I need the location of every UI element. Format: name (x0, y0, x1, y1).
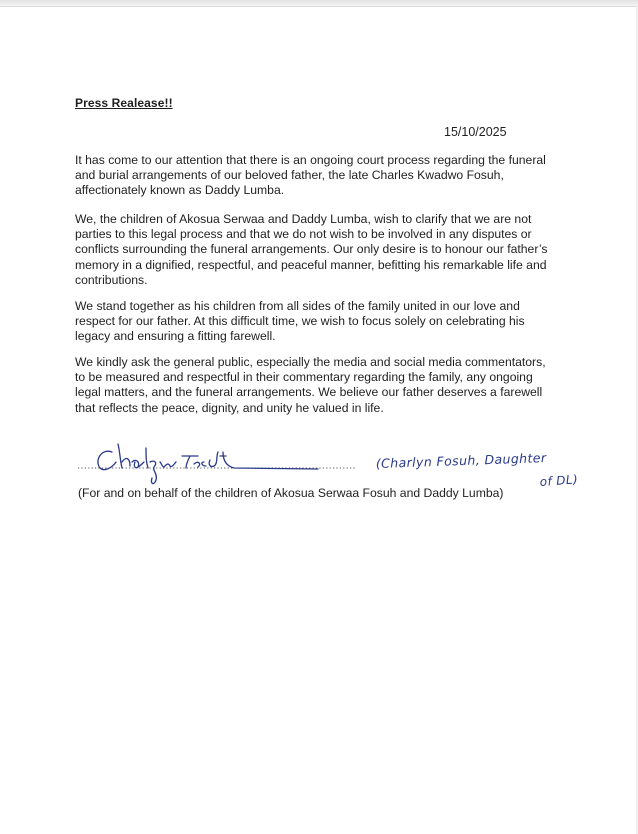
document-date: 15/10/2025 (444, 125, 507, 139)
paragraph-clarification: We, the children of Akosua Serwaa and Daddy Lumba, wish to clarify that we are not parties to this legal process and that we do not wish to be involved in any disputes or conflicts surrounding the funeral arrangements. Our only desire is to honour our father’s memory in a dignified, respectful, and peaceful manner, befitting his remarkable life and contributions. (75, 212, 548, 287)
paragraph-court-process: It has come to our attention that there is an ongoing court process regarding the funeral and burial arrangements of our beloved father, the late Charles Kwadwo Fosuh, affectionately known as Daddy Lumba. (75, 153, 546, 198)
page-title: Press Realease!! (75, 96, 173, 110)
paragraph-public-request: We kindly ask the general public, especially the media and social media commentators, to be measured and respectful in their commentary regarding the family, any ongoing legal matters, and the funeral arrangements. We believe our father deserves a farewell that reflects the peace, dignity, and unity he valued in life. (75, 355, 546, 415)
signature-note-line2: of DL) (539, 472, 579, 489)
page-top-edge (0, 0, 638, 7)
signature-note-line1: (Charlyn Fosuh, Daughter (375, 450, 547, 471)
paragraph-unity: We stand together as his children from all sides of the family united in our love and respect for our father. At this difficult time, we wish to focus solely on celebrating his legacy and ensuring a fitting farewell. (75, 299, 525, 344)
on-behalf-note: (For and on behalf of the children of Akosua Serwaa Fosuh and Daddy Lumba) (78, 486, 504, 500)
